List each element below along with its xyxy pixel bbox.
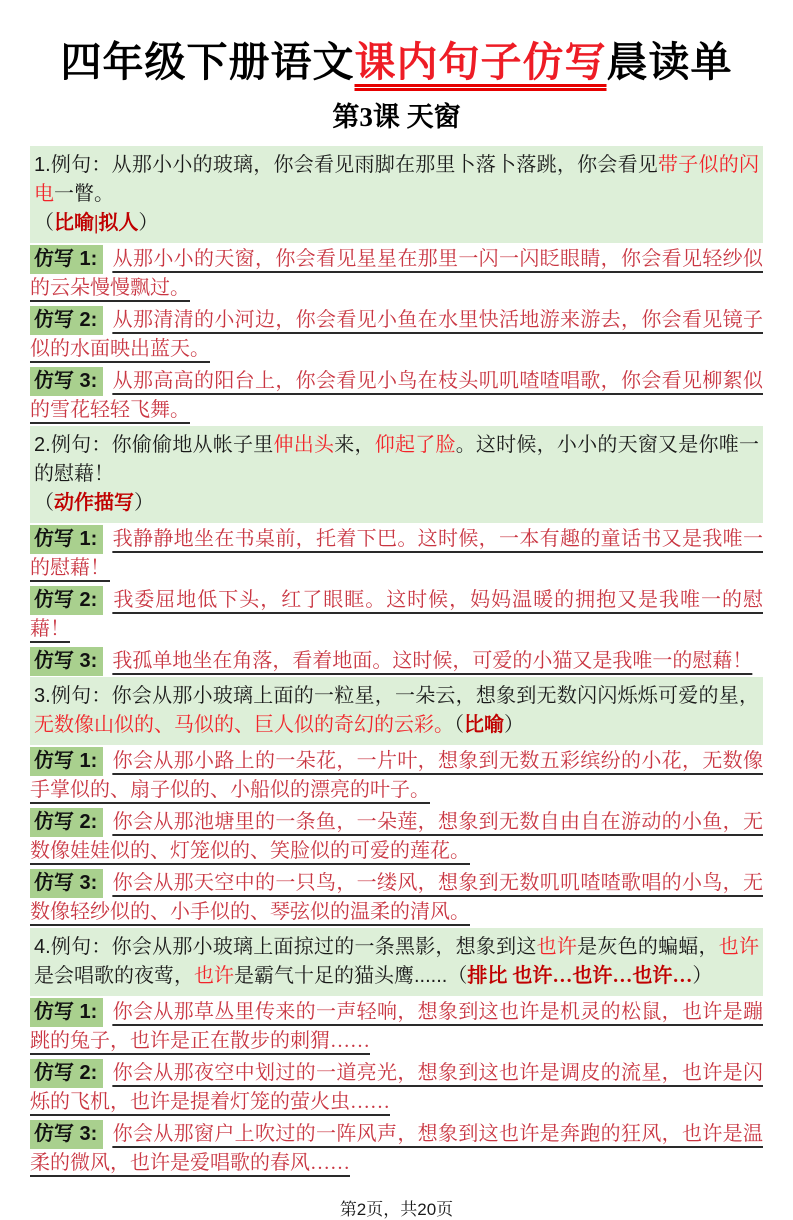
- imitation-row: [30, 1057, 763, 1118]
- lesson-subtitle: 第3课 天窗: [332, 102, 461, 133]
- example-sentence: [30, 928, 763, 996]
- imitation-row: [30, 584, 763, 645]
- imitation-label: 仿写 3:: [30, 647, 103, 676]
- imitation-row: [30, 523, 763, 584]
- page-title: [30, 0, 763, 85]
- highlighted-text-run: 伸出头: [273, 434, 335, 457]
- text-run: 1.例句：从那小小的玻璃，你会看见雨脚在那里卜落卜落跳，你会看见: [34, 154, 659, 177]
- text-run: 3.例句：你会从那小玻璃上面的一粒星，一朵云，想象到无数闪闪烁烁可爱的星，: [34, 685, 759, 708]
- text-run: ）: [692, 965, 713, 988]
- imitation-row: [30, 365, 763, 426]
- highlighted-text-run: 无数像山似的、马似的、巨人似的奇幻的云彩。: [34, 714, 454, 737]
- imitation-text: 你会从那窗户上吹过的一阵风声，想象到这也许是奔跑的狂风，也许是温柔的微风，也许是爱唱歌的春风……: [30, 1123, 763, 1175]
- imitation-row: [30, 745, 763, 806]
- imitation-label: 仿写 2:: [30, 586, 103, 615]
- text-run: （: [34, 212, 54, 235]
- text-run: 是灰色的蝙蝠，: [577, 936, 719, 959]
- text-run: 。这时候，小小的天窗又是你唯一的慰藉！: [34, 434, 760, 486]
- imitation-label: 仿写 3:: [30, 869, 103, 898]
- imitation-text: 我静静地坐在书桌前，托着下巴。这时候，一本有趣的童话书又是我唯一的慰藉！: [30, 528, 763, 580]
- imitation-text: 你会从那草丛里传来的一声轻响，想象到这也许是机灵的松鼠，也许是蹦跳的兔子，也许是正在散步的刺猬……: [30, 1001, 763, 1053]
- text-run: 是会唱歌的夜莺，: [34, 965, 194, 988]
- text-run: ）: [138, 212, 159, 235]
- imitation-text: 从那清清的小河边，你会看见小鱼在水里快活地游来游去，你会看见镜子似的水面映出蓝天。: [30, 309, 763, 361]
- example-section-2: [30, 426, 763, 677]
- highlighted-text-run: 也许: [718, 936, 760, 959]
- imitation-label: 仿写 2:: [30, 1059, 103, 1088]
- example-section-1: [30, 146, 763, 426]
- imitation-row: [30, 243, 763, 304]
- imitation-label: 仿写 3:: [30, 367, 103, 396]
- highlighted-text-run: 比喻: [464, 714, 504, 737]
- imitation-row: [30, 806, 763, 867]
- text-run: 4.例句：你会从那小玻璃上面掠过的一条黑影，想象到这: [34, 936, 537, 959]
- imitation-label: 仿写 2:: [30, 808, 103, 837]
- text-run: （: [454, 714, 464, 737]
- text-run: 2.例句：你偷偷地从帐子里: [34, 434, 274, 457]
- imitation-text: 从那小小的天窗，你会看见星星在那里一闪一闪眨眼睛，你会看见轻纱似的云朵慢慢飘过。: [30, 248, 763, 300]
- text-run: 是霸气十足的猫头鹰......: [234, 965, 448, 988]
- imitation-row: [30, 867, 763, 928]
- text-run: （: [447, 965, 468, 988]
- highlighted-text-run: 仰起了脸: [374, 434, 456, 457]
- highlighted-text-run: 动作描写: [54, 492, 134, 515]
- example-sentence: [30, 146, 763, 243]
- text-run: ）: [504, 714, 524, 737]
- imitation-row: [30, 645, 763, 677]
- highlighted-text-run: 排比 也许…也许…也许…: [467, 965, 693, 988]
- title-suffix: 晨读单: [606, 39, 733, 85]
- imitation-text: 你会从那天空中的一只鸟，一缕风，想象到无数叽叽喳喳歌唱的小鸟，无数像轻纱似的、小手似的、琴弦似的温柔的清风。: [30, 872, 763, 924]
- imitation-label: 仿写 2:: [30, 306, 103, 335]
- title-prefix: 四年级下册语文: [60, 39, 355, 85]
- imitation-text: 你会从那小路上的一朵花，一片叶，想象到无数五彩缤纷的小花，无数像手掌似的、扇子似的、小船似的漂亮的叶子。: [30, 750, 763, 802]
- imitation-text: 从那高高的阳台上，你会看见小鸟在枝头叽叽喳喳唱歌，你会看见柳絮似的雪花轻轻飞舞。: [30, 370, 763, 422]
- imitation-text: 我委屈地低下头，红了眼眶。这时候，妈妈温暖的拥抱又是我唯一的慰藉！: [30, 589, 763, 641]
- text-run: 一瞥。: [54, 183, 114, 206]
- example-sentence: [30, 426, 763, 523]
- imitation-text: 你会从那池塘里的一条鱼，一朵莲，想象到无数自由自在游动的小鱼，无数像娃娃似的、灯笼似的、笑脸似的可爱的莲花。: [30, 811, 763, 863]
- imitation-label: 仿写 1:: [30, 245, 103, 274]
- imitation-row: [30, 304, 763, 365]
- imitation-row: [30, 1118, 763, 1179]
- highlighted-text-run: 也许: [194, 965, 234, 988]
- example-section-4: [30, 928, 763, 1179]
- text-run: （: [34, 492, 54, 515]
- highlighted-text-run: 比喻|拟人: [54, 212, 139, 235]
- imitation-text: 你会从那夜空中划过的一道亮光，想象到这也许是调皮的流星，也许是闪烁的飞机，也许是提着灯笼的萤火虫……: [30, 1062, 763, 1114]
- example-section-3: [30, 677, 763, 928]
- text-run: 来，: [334, 434, 375, 457]
- highlighted-text-run: 也许: [536, 936, 578, 959]
- imitation-row: [30, 996, 763, 1057]
- text-run: ）: [134, 492, 154, 515]
- title-highlight: 课内句子仿写: [354, 39, 607, 85]
- imitation-text: 我孤单地坐在角落，看着地面。这时候，可爱的小猫又是我唯一的慰藉！: [112, 650, 753, 673]
- example-sentence: [30, 677, 763, 745]
- imitation-label: 仿写 1:: [30, 747, 103, 776]
- highlighted-text-run: 带子似的闪电: [34, 154, 759, 206]
- imitation-label: 仿写 1:: [30, 998, 103, 1027]
- page-footer: 第2页，共20页: [339, 1200, 454, 1220]
- imitation-label: 仿写 3:: [30, 1120, 103, 1149]
- imitation-label: 仿写 1:: [30, 525, 103, 554]
